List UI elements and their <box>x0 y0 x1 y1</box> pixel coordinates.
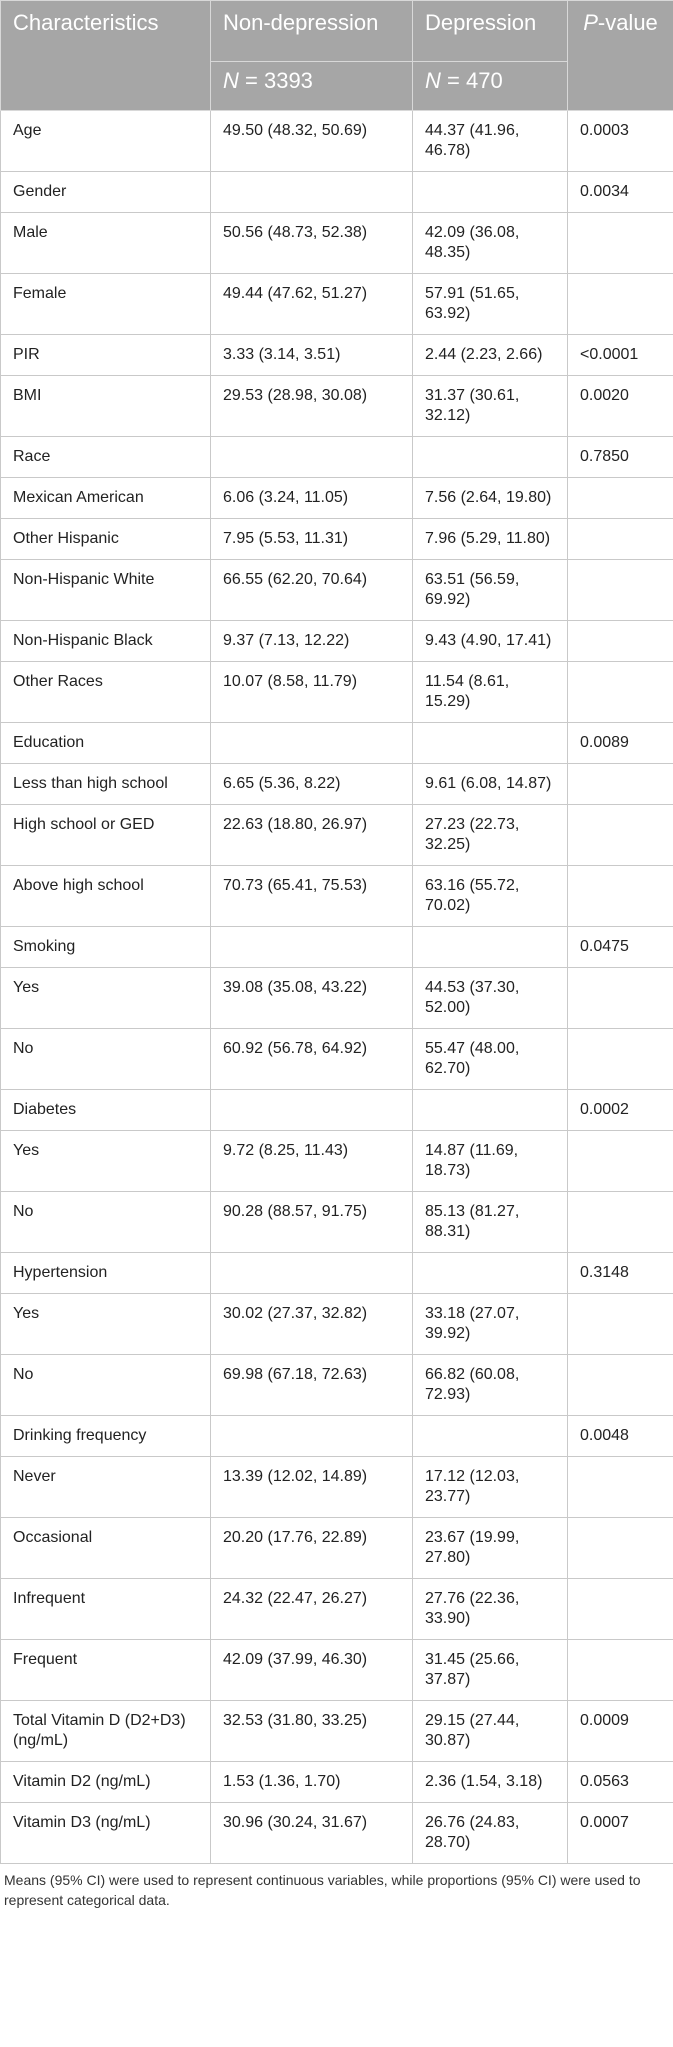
cell-depression: 31.45 (25.66, 37.87) <box>413 1640 568 1701</box>
header-characteristics: Characteristics <box>1 1 211 111</box>
cell-p-value <box>568 866 673 927</box>
cell-non-depression: 39.08 (35.08, 43.22) <box>211 968 413 1029</box>
cell-depression: 85.13 (81.27, 88.31) <box>413 1192 568 1253</box>
cell-characteristic: Infrequent <box>1 1579 211 1640</box>
cell-depression <box>413 1416 568 1457</box>
cell-depression: 31.37 (30.61, 32.12) <box>413 376 568 437</box>
cell-non-depression: 3.33 (3.14, 3.51) <box>211 335 413 376</box>
cell-depression: 23.67 (19.99, 27.80) <box>413 1518 568 1579</box>
cell-depression: 7.96 (5.29, 11.80) <box>413 519 568 560</box>
table-row <box>1 1294 673 1355</box>
cell-non-depression: 69.98 (67.18, 72.63) <box>211 1355 413 1416</box>
cell-characteristic: Vitamin D2 (ng/mL) <box>1 1762 211 1803</box>
table-row <box>1 1579 673 1640</box>
table-row <box>1 172 673 213</box>
cell-p-value <box>568 1640 673 1701</box>
table-row <box>1 376 673 437</box>
table-row <box>1 519 673 560</box>
cell-non-depression <box>211 723 413 764</box>
cell-non-depression <box>211 172 413 213</box>
n-value: = 470 <box>447 68 503 93</box>
cell-characteristic: Diabetes <box>1 1090 211 1131</box>
table-row <box>1 1090 673 1131</box>
cell-characteristic: Male <box>1 213 211 274</box>
cell-non-depression: 70.73 (65.41, 75.53) <box>211 866 413 927</box>
cell-characteristic: Above high school <box>1 866 211 927</box>
cell-p-value: 0.0048 <box>568 1416 673 1457</box>
cell-depression <box>413 927 568 968</box>
cell-non-depression <box>211 1253 413 1294</box>
cell-depression <box>413 1090 568 1131</box>
table-row <box>1 1762 673 1803</box>
cell-p-value <box>568 1355 673 1416</box>
table-row <box>1 662 673 723</box>
table-row <box>1 968 673 1029</box>
table-row <box>1 621 673 662</box>
cell-p-value <box>568 968 673 1029</box>
cell-non-depression <box>211 927 413 968</box>
cell-depression <box>413 723 568 764</box>
cell-characteristic: No <box>1 1192 211 1253</box>
cell-p-value <box>568 662 673 723</box>
table-header <box>1 1 673 111</box>
cell-depression: 27.23 (22.73, 32.25) <box>413 805 568 866</box>
table-row <box>1 560 673 621</box>
cell-characteristic: Mexican American <box>1 478 211 519</box>
cell-p-value <box>568 560 673 621</box>
cell-depression: 27.76 (22.36, 33.90) <box>413 1579 568 1640</box>
cell-depression: 9.61 (6.08, 14.87) <box>413 764 568 805</box>
table-row <box>1 213 673 274</box>
cell-non-depression: 32.53 (31.80, 33.25) <box>211 1701 413 1762</box>
table-row <box>1 478 673 519</box>
cell-non-depression: 66.55 (62.20, 70.64) <box>211 560 413 621</box>
cell-characteristic: Other Races <box>1 662 211 723</box>
cell-p-value <box>568 1457 673 1518</box>
cell-characteristic: Yes <box>1 968 211 1029</box>
cell-characteristic: Yes <box>1 1131 211 1192</box>
table-row <box>1 1355 673 1416</box>
cell-characteristic: No <box>1 1355 211 1416</box>
table-footnote: Means (95% CI) were used to represent continuous variables, while proportions (95% CI) were used to represent categorical data. <box>4 1872 641 1908</box>
cell-p-value <box>568 274 673 335</box>
cell-depression: 2.36 (1.54, 3.18) <box>413 1762 568 1803</box>
cell-p-value <box>568 764 673 805</box>
header-p-value <box>568 1 673 111</box>
cell-characteristic: Vitamin D3 (ng/mL) <box>1 1803 211 1864</box>
cell-non-depression: 13.39 (12.02, 14.89) <box>211 1457 413 1518</box>
table-row <box>1 1518 673 1579</box>
cell-depression: 63.16 (55.72, 70.02) <box>413 866 568 927</box>
table-row <box>1 1029 673 1090</box>
table-row <box>1 274 673 335</box>
cell-non-depression: 6.06 (3.24, 11.05) <box>211 478 413 519</box>
n-value: = 3393 <box>245 68 313 93</box>
cell-characteristic: Never <box>1 1457 211 1518</box>
cell-characteristic: Age <box>1 111 211 172</box>
cell-p-value: 0.0020 <box>568 376 673 437</box>
cell-p-value <box>568 1131 673 1192</box>
header-row <box>1 1 673 62</box>
cell-non-depression: 60.92 (56.78, 64.92) <box>211 1029 413 1090</box>
cell-characteristic: Gender <box>1 172 211 213</box>
table-row <box>1 764 673 805</box>
cell-characteristic: PIR <box>1 335 211 376</box>
cell-depression: 42.09 (36.08, 48.35) <box>413 213 568 274</box>
cell-characteristic: Total Vitamin D (D2+D3) (ng/mL) <box>1 1701 211 1762</box>
cell-p-value: 0.0089 <box>568 723 673 764</box>
cell-characteristic: Hypertension <box>1 1253 211 1294</box>
cell-p-value: 0.0475 <box>568 927 673 968</box>
cell-depression: 9.43 (4.90, 17.41) <box>413 621 568 662</box>
cell-p-value: 0.0034 <box>568 172 673 213</box>
cell-characteristic: Non-Hispanic White <box>1 560 211 621</box>
cell-depression: 29.15 (27.44, 30.87) <box>413 1701 568 1762</box>
cell-non-depression: 49.44 (47.62, 51.27) <box>211 274 413 335</box>
cell-non-depression: 7.95 (5.53, 11.31) <box>211 519 413 560</box>
n-label: N <box>425 68 441 93</box>
cell-p-value <box>568 1029 673 1090</box>
cell-non-depression: 90.28 (88.57, 91.75) <box>211 1192 413 1253</box>
cell-non-depression <box>211 437 413 478</box>
cell-non-depression: 29.53 (28.98, 30.08) <box>211 376 413 437</box>
table-row <box>1 1192 673 1253</box>
cell-characteristic: Yes <box>1 1294 211 1355</box>
n-label: N <box>223 68 239 93</box>
cell-characteristic: High school or GED <box>1 805 211 866</box>
header-depression: Depression <box>413 1 568 62</box>
cell-depression: 14.87 (11.69, 18.73) <box>413 1131 568 1192</box>
cell-depression <box>413 172 568 213</box>
cell-p-value: 0.3148 <box>568 1253 673 1294</box>
header-p-rest: -value <box>597 10 658 35</box>
cell-characteristic: Non-Hispanic Black <box>1 621 211 662</box>
table-row <box>1 111 673 172</box>
cell-non-depression <box>211 1416 413 1457</box>
cell-non-depression: 9.72 (8.25, 11.43) <box>211 1131 413 1192</box>
cell-non-depression: 1.53 (1.36, 1.70) <box>211 1762 413 1803</box>
cell-p-value <box>568 478 673 519</box>
cell-depression: 55.47 (48.00, 62.70) <box>413 1029 568 1090</box>
table-row <box>1 335 673 376</box>
cell-characteristic: Female <box>1 274 211 335</box>
cell-p-value: 0.0003 <box>568 111 673 172</box>
table-row <box>1 1640 673 1701</box>
cell-non-depression: 6.65 (5.36, 8.22) <box>211 764 413 805</box>
cell-depression <box>413 437 568 478</box>
header-p-letter: P <box>583 10 598 35</box>
cell-depression <box>413 1253 568 1294</box>
cell-depression: 33.18 (27.07, 39.92) <box>413 1294 568 1355</box>
table-row <box>1 723 673 764</box>
cell-p-value <box>568 1518 673 1579</box>
cell-p-value <box>568 1192 673 1253</box>
header-n-non-depression <box>211 62 413 111</box>
table-body <box>1 111 673 1864</box>
cell-depression: 44.53 (37.30, 52.00) <box>413 968 568 1029</box>
cell-p-value: 0.0002 <box>568 1090 673 1131</box>
table-row <box>1 1701 673 1762</box>
cell-depression: 44.37 (41.96, 46.78) <box>413 111 568 172</box>
cell-p-value: 0.0009 <box>568 1701 673 1762</box>
cell-non-depression <box>211 1090 413 1131</box>
cell-depression: 26.76 (24.83, 28.70) <box>413 1803 568 1864</box>
cell-characteristic: BMI <box>1 376 211 437</box>
cell-characteristic: Drinking frequency <box>1 1416 211 1457</box>
cell-non-depression: 22.63 (18.80, 26.97) <box>211 805 413 866</box>
cell-characteristic: Other Hispanic <box>1 519 211 560</box>
cell-characteristic: Education <box>1 723 211 764</box>
cell-depression: 7.56 (2.64, 19.80) <box>413 478 568 519</box>
cell-depression: 63.51 (56.59, 69.92) <box>413 560 568 621</box>
cell-characteristic: Less than high school <box>1 764 211 805</box>
table-row <box>1 1803 673 1864</box>
table-row <box>1 437 673 478</box>
table-row <box>1 1416 673 1457</box>
cell-non-depression: 24.32 (22.47, 26.27) <box>211 1579 413 1640</box>
cell-characteristic: Smoking <box>1 927 211 968</box>
cell-non-depression: 10.07 (8.58, 11.79) <box>211 662 413 723</box>
cell-p-value: 0.0007 <box>568 1803 673 1864</box>
cell-depression: 11.54 (8.61, 15.29) <box>413 662 568 723</box>
cell-p-value: 0.7850 <box>568 437 673 478</box>
cell-non-depression: 9.37 (7.13, 12.22) <box>211 621 413 662</box>
cell-non-depression: 42.09 (37.99, 46.30) <box>211 1640 413 1701</box>
cell-depression: 66.82 (60.08, 72.93) <box>413 1355 568 1416</box>
cell-characteristic: No <box>1 1029 211 1090</box>
cell-depression: 17.12 (12.03, 23.77) <box>413 1457 568 1518</box>
cell-non-depression: 20.20 (17.76, 22.89) <box>211 1518 413 1579</box>
cell-p-value <box>568 621 673 662</box>
cell-p-value <box>568 213 673 274</box>
cell-non-depression: 30.02 (27.37, 32.82) <box>211 1294 413 1355</box>
cell-characteristic: Frequent <box>1 1640 211 1701</box>
cell-non-depression: 50.56 (48.73, 52.38) <box>211 213 413 274</box>
cell-characteristic: Race <box>1 437 211 478</box>
cell-p-value <box>568 1579 673 1640</box>
cell-characteristic: Occasional <box>1 1518 211 1579</box>
cell-p-value: 0.0563 <box>568 1762 673 1803</box>
table-row <box>1 805 673 866</box>
cell-p-value: <0.0001 <box>568 335 673 376</box>
header-non-depression: Non-depression <box>211 1 413 62</box>
table-row <box>1 1253 673 1294</box>
table-row <box>1 866 673 927</box>
cell-depression: 57.91 (51.65, 63.92) <box>413 274 568 335</box>
cell-p-value <box>568 519 673 560</box>
table-row <box>1 1457 673 1518</box>
cell-depression: 2.44 (2.23, 2.66) <box>413 335 568 376</box>
header-n-depression <box>413 62 568 111</box>
cell-p-value <box>568 1294 673 1355</box>
table-row <box>1 1131 673 1192</box>
cell-p-value <box>568 805 673 866</box>
table-row <box>1 927 673 968</box>
cell-non-depression: 49.50 (48.32, 50.69) <box>211 111 413 172</box>
cell-non-depression: 30.96 (30.24, 31.67) <box>211 1803 413 1864</box>
